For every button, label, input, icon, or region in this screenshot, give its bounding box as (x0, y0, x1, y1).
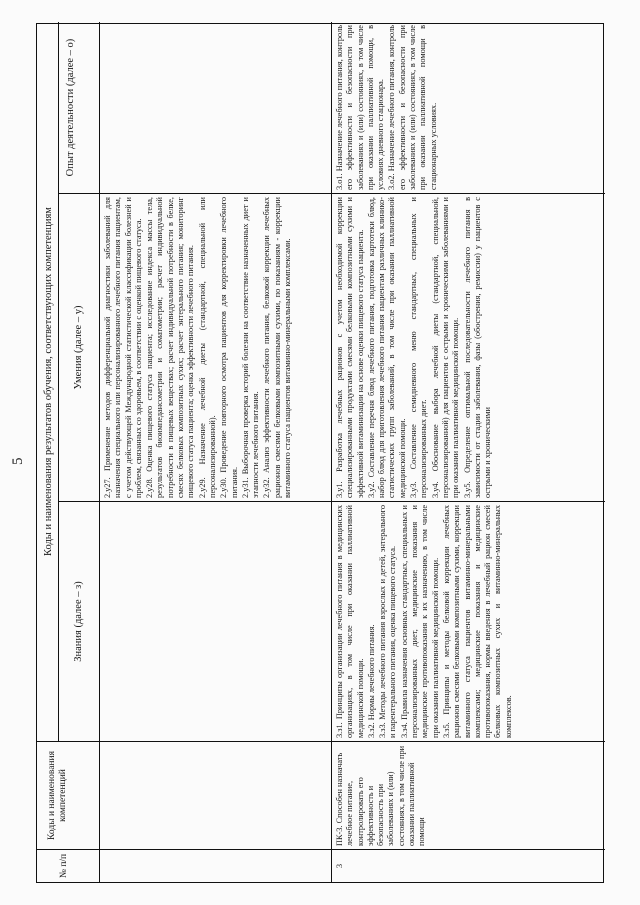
skill-item: 3.у2. Составление перечня блюд лечебного питания, подготовка картотеки блюд, набор блюд для приготовления лечебного питания пациентам различных клинико-статистических групп заболеваний, в том числе при оказании паллиативной медицинской помощи. (366, 197, 407, 498)
skill-item: 2.у30. Проведение повторного осмотра пациентов для корректировки лечебного питания. (219, 197, 239, 498)
knowledge-item: 3.з3. Методы лечебного питания взрослых и детей, энтерального и парентерального питания, оценка пищевого статуса. (378, 505, 398, 738)
knowledge-item: 3.з1. Принципы организации лечебного питания в медицинских организациях, в том числе при оказании паллиативной медицинской помощи. (335, 505, 365, 738)
header-skills: Умения (далее – у) (73, 305, 84, 390)
header-bottom-line (99, 22, 100, 882)
skill-item: 2.у32. Анализ эффективности лечебного питания, белковой коррекции лечебных рационов смесями белковыми композитными сухими, по показаниям - коррекции витаминного статуса пациентов витаминно-минеральными комплексами. (262, 197, 293, 498)
header-codes: Коды и наименования компетенций (47, 751, 68, 840)
competency-code: ПК-3. Способен назначать лечебное питание, контролировать его эффективность и безопасность при заболеваниях и (или) состояниях, в том числе при оказании паллиативной помощи (335, 745, 427, 846)
skill-item: 2.у31. Выборочная проверка историй болезни на соответствие назначенных диет и этапности лечебного питания. (240, 197, 261, 498)
knowledge-item: 3.з2. Нормы лечебного питания. (366, 624, 376, 738)
header-group-title: Коды и наименования результатов обучения, соответствующих компетенциям (43, 207, 54, 556)
skill-item: 3.у5. Определение оптимальной последовательности лечебного питания в зависимости от стадии заболевания, фазы (обострения, ремиссии) у пациентов с острыми и хроническими (462, 197, 493, 498)
page-number: 5 (10, 457, 26, 465)
experience-item: 3.о2. Назначение лечебного питания, контроль его эффективности и безопасности при заболеваниях и (или) состояниях, в том числе при оказании паллиативной помощи в стационарных условиях. (387, 25, 438, 190)
row-divider (331, 22, 332, 882)
skill-item: 2.у27. Применение методов дифференциальной диагностики заболеваний для назначения специального или персонализированного лечебного питания пациентам, с учетом действующей Международной статистической классификации болезней и проблем, связанных со здоровьем, в соответствии с оценкой пищевого статуса. (103, 197, 143, 498)
row-3-skills (333, 194, 605, 501)
group-header-divider (58, 22, 59, 742)
knowledge-item: 3.з4. Правила назначения основных стандартных, специальных и персонализированных диет, медицинские показания и медицинские противопоказания к их назначению, в том числе при оказании паллиативной медицинской помощи. (399, 505, 440, 738)
skill-item: 3.у4. Обоснование выбора лечебной диеты (стандартной, специальной, персонализированной) для пациентов с острыми и хроническими заболеваниями и при оказании паллиативной медицинской помощи. (430, 197, 461, 498)
skill-item: 3.у3. Составление семидневного меню стандартных, специальных и персонализированных диет. (409, 197, 429, 498)
header-experience: Опыт деятельности (далее – о) (65, 38, 76, 177)
experience-item: 3.о1. Назначение лечебного питания, контроль его эффективности и безопасности при заболеваниях и (или) состояниях, в том числе при оказании паллиативной помощи, в условиях дневного стационара. (335, 25, 386, 190)
competency-table (36, 23, 604, 883)
skill-item: 3.у1. Разработка лечебных рационов с учетом необходимой коррекции специализированными продуктами смесями белковыми композитными сухими и эффективной витаминизации на основе оценки пищевого статуса пациента. (335, 197, 365, 498)
row-3-knowledge (333, 502, 605, 741)
row-3-experience (333, 22, 605, 193)
row-number: 3 (335, 863, 344, 869)
skill-item: 2.у28. Оценка пищевого статуса пациента; исследование индекса массы тела, результатов биоимпедансометрии и соматометрии; расчет индивидуальной потребности в пищевых веществах; расчет индивидуальной потребности в белке, смесях белковых композитных сухих; расчет энтерального питания; мониторинг пищевого статуса пациента; оценка эффективности лечебного питания. (145, 197, 196, 498)
header-num: № п/п (59, 853, 69, 879)
skill-item: 2.у29. Назначение лечебной диеты (стандартной, специальной или персонализированной). (197, 197, 217, 498)
knowledge-item: 3.з5. Принципы и методы белковой коррекции лечебных рационов смесями белковыми композитными сухими, коррекции витаминного статуса пациентов витаминно-минеральными комплексами; медицинские показания и медицинские противопоказания, нормы введения в лечебный рацион смесей белковых композитных сухих и витаминно-минеральных комплексов. (441, 505, 513, 738)
header-knowledge: Знания (далее – з) (73, 581, 84, 662)
prev-row-skills (101, 194, 331, 501)
